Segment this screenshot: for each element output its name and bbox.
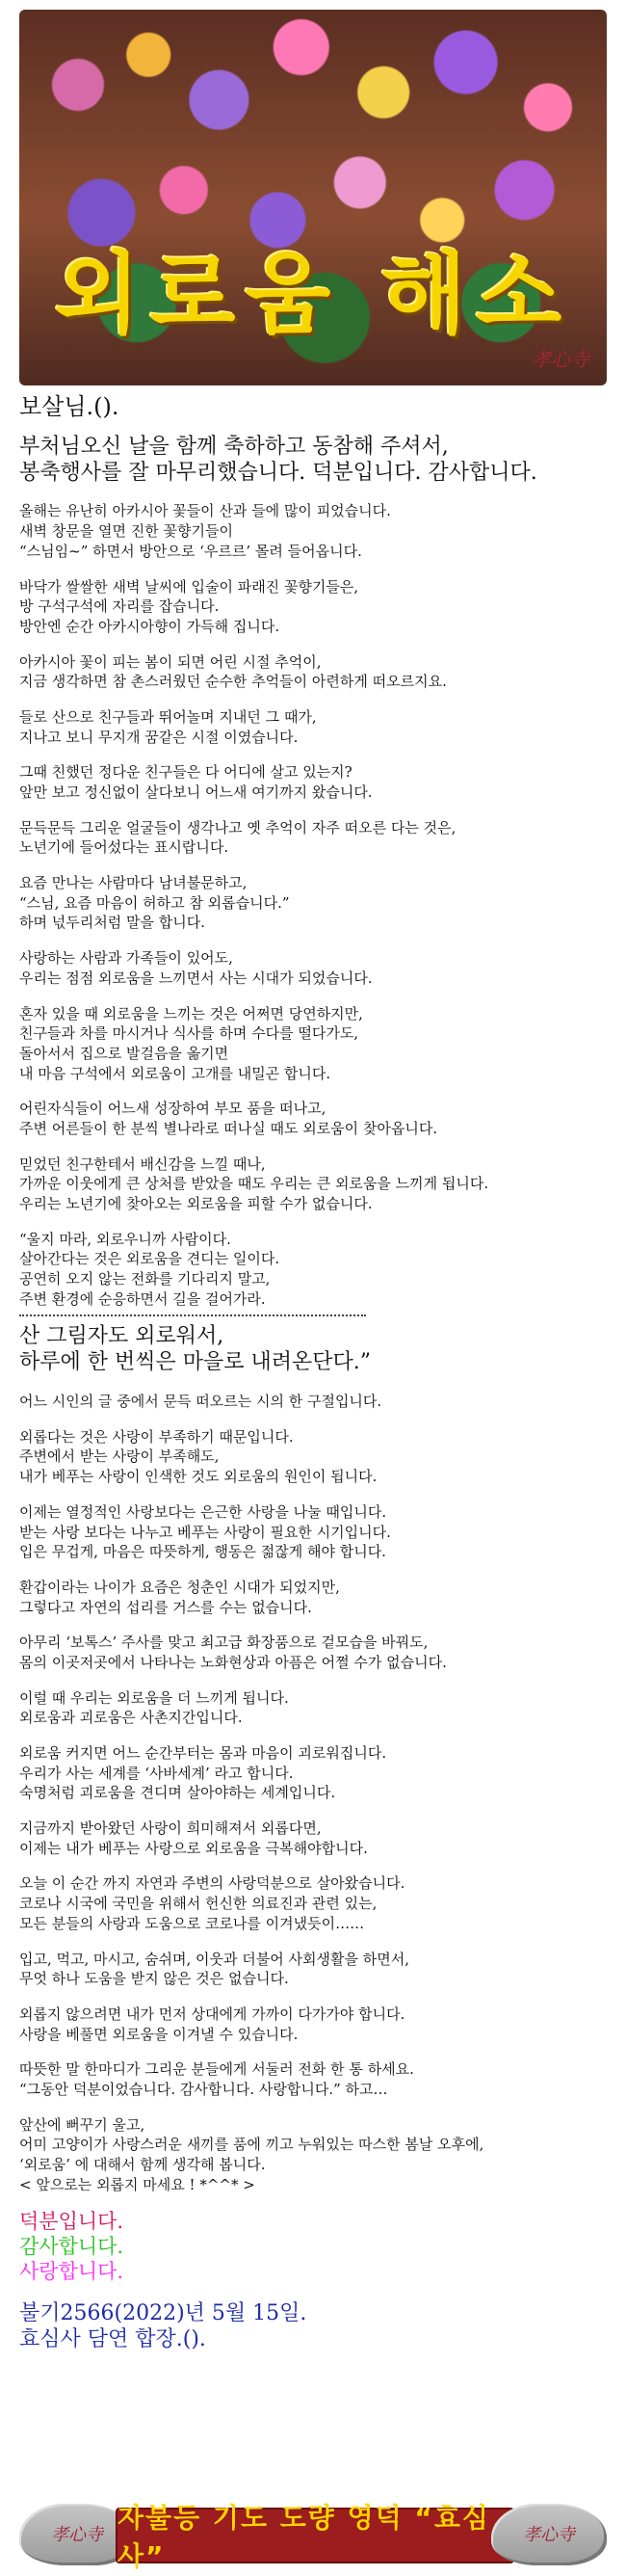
hero-title: 외로움 해소	[54, 243, 572, 346]
lead-line-2: 봉축행사를 잘 마무리했습니다. 덕분입니다. 감사합니다.	[19, 460, 537, 485]
closing-thanks-3: 사랑합니다.	[19, 2259, 124, 2283]
letter-content	[19, 393, 607, 2353]
paragraph-1: 올해는 유난히 아카시아 꽃들이 산과 들에 많이 피었습니다. 새벽 창문을 열면 진한 꽃향기들이 “스님임~” 하면서 방안으로 ‘우르르’ 몰려 들어옵니다.	[19, 502, 391, 560]
paragraph-10: 어린자식들이 어느새 성장하여 부모 품을 떠나고, 주변 어른들이 한 분씩 별나라로 떠나실 때도 외로움이 찾아옵니다.	[19, 1100, 438, 1137]
poem-highlight: 산 그림자도 외로워서, 하루에 한 번씩은 마을로 내려온단다.”	[19, 1324, 371, 1375]
paragraph-15: 환갑이라는 나이가 요즘은 청춘인 시대가 되었지만, 그렇다고 자연의 섭리를 거스를 수는 없습니다.	[19, 1578, 340, 1616]
closing-thanks-2: 감사합니다.	[19, 2235, 124, 2259]
paragraph-23: 따뜻한 말 한마디가 그리운 분들에게 서둘러 전화 한 통 하세요. “그동안 덕분이었습니다. 감사합니다. 사랑합니다.” 하고…	[19, 2060, 414, 2098]
temple-stamp: 孝心寺	[532, 348, 589, 371]
paragraph-6: 문득문득 그리운 얼굴들이 생각나고 옛 추억이 자주 떠오른 다는 것은, 노년기에 들어섰다는 표시랍니다.	[19, 818, 456, 857]
paragraph-17: 이럴 때 우리는 외로움을 더 느끼게 됩니다. 외로움과 괴로움은 사촌지간입니다.	[19, 1688, 289, 1727]
banner-text: 자불등 기도 도량 영덕 “효심사”	[117, 2502, 490, 2572]
closing	[19, 2210, 607, 2284]
footer-banner	[19, 2502, 607, 2572]
paragraph-7: 요즘 만나는 사람마다 남녀불문하고, “스님, 요즘 마음이 허하고 참 외롭습니다.” 하며 넋두리처럼 말을 합니다.	[19, 874, 290, 932]
paragraph-18: 외로움 커지면 어느 순간부터는 몸과 마음이 괴로워집니다. 우리가 사는 세계를 ‘사바세계’ 라고 합니다. 숙명처럼 괴로움을 견디며 살아야하는 세계입니다.	[19, 1744, 387, 1802]
closing-thanks-1: 덕분입니다.	[19, 2210, 124, 2234]
paragraph-5: 그때 친했던 정다운 친구들은 다 어디에 살고 있는지? 앞만 보고 정신없이 살다보니 어느새 여기까지 왔습니다.	[19, 763, 373, 802]
temple-banner	[116, 2502, 514, 2572]
poem-quote: “울지 마라, 외로우니까 사람이다. 살아간다는 것은 외로움을 견디는 일이다. 공연히 오지 않는 전화를 기다리지 말고, 주변 환경에 순응하면서 길을 걸어가라.	[19, 1230, 280, 1308]
paragraph-8: 사랑하는 사람과 가족들이 있어도, 우리는 점점 외로움을 느끼면서 사는 시대가 되었습니다.	[19, 949, 373, 987]
hero-image	[19, 10, 607, 385]
paragraph-13: 외롭다는 것은 사랑이 부족하기 때문입니다. 주변에서 받는 사랑이 부족해도, 내가 베푸는 사랑이 인색한 것도 외로움의 원인이 됩니다.	[19, 1427, 378, 1486]
paragraph-16: 아무리 ‘보톡스’ 주사를 맞고 최고급 화장품으로 겉모습을 바꿔도, 몸의 이곳저곳에서 나타나는 노화현상과 아픔은 어쩔 수가 없습니다.	[19, 1633, 447, 1671]
stone-mark-right: 孝心寺	[523, 2525, 575, 2545]
lead	[19, 435, 607, 487]
paragraph-4: 들로 산으로 친구들과 뛰어놀며 지내던 그 때가, 지나고 보니 무지개 꿈같은 시절 이였습니다.	[19, 707, 317, 746]
paragraph-11: 믿었던 친구한테서 배신감을 느낄 때나, 가까운 이웃에게 큰 상처를 받았을 때도 우리는 큰 외로움을 느끼게 됩니다. 우리는 노년기에 찾아오는 외로움을 피할 수가 없습니다.	[19, 1155, 489, 1213]
paragraph-9: 혼자 있을 때 외로움을 느끼는 것은 어쩌면 당연하지만, 친구들과 차를 마시거나 식사를 하며 수다를 떨다가도, 돌아서서 집으로 발걸음을 옮기면 내 마음 구석에서 외로움이 고개를 내밀곤 합니다.	[19, 1004, 363, 1082]
paragraph-12: 어느 시인의 글 중에서 문득 떠오르는 시의 한 구절입니다.	[19, 1393, 382, 1411]
paragraph-20: 오늘 이 순간 까지 자연과 주변의 사랑덕분으로 살아왔습니다. 코로나 시국에 국민을 위해서 헌신한 의료진과 관련 있는, 모든 분들의 사랑과 도움으로 코로나를 이겨냈듯이……	[19, 1874, 405, 1932]
paragraph-24: 앞산에 뻐꾸기 울고, 어미 고양이가 사랑스러운 새끼를 품에 끼고 누워있는 따스한 봄날 오후에, ‘외로움’ 에 대해서 함께 생각해 봅니다. < 앞으로는 외롭지 마세요 ! *^^* >	[19, 2115, 484, 2193]
paragraph-22: 외롭지 않으려면 내가 먼저 상대에게 가까이 다가가야 합니다. 사랑을 베풀면 외로움을 이겨낼 수 있습니다.	[19, 2005, 405, 2043]
stone-right	[491, 2504, 607, 2565]
paragraph-14: 이제는 열정적인 사랑보다는 은근한 사랑을 나눌 때입니다. 받는 사랑 보다는 나누고 베푸는 사랑이 필요한 시기입니다. 입은 무겁게, 마음은 따뜻하게, 행동은 젊잖게 해야 합니다.	[19, 1502, 391, 1561]
paragraph-21: 입고, 먹고, 마시고, 숨쉬며, 이웃과 더불어 사회생활을 하면서, 무엇 하나 도움을 받지 않은 것은 없습니다.	[19, 1950, 409, 1988]
paragraph-19: 지금까지 받아왔던 사랑이 희미해져서 외롭다면, 이제는 내가 베푸는 사랑으로 외로움을 극복해야합니다.	[19, 1819, 368, 1857]
stone-mark-left: 孝心寺	[51, 2525, 103, 2545]
paragraph-2: 바닥가 쌀쌀한 새벽 날씨에 입술이 파래진 꽃향기들은, 방 구석구석에 자리를 잡습니다. 방안엔 순간 아카시아향이 가득해 집니다.	[19, 577, 359, 635]
paragraph-3: 아카시아 꽃이 피는 봄이 되면 어린 시절 추억이, 지금 생각하면 참 촌스러웠던 순수한 추억들이 아련하게 떠오르지요.	[19, 652, 447, 691]
signature: 불기2566(2022)년 5월 15일. 효심사 담연 합장.().	[19, 2301, 307, 2352]
lead-line-1: 부처님오신 날을 함께 축하하고 동참해 주셔서,	[19, 434, 449, 459]
greeting: 보살님.().	[19, 393, 119, 420]
divider	[19, 1315, 366, 1316]
